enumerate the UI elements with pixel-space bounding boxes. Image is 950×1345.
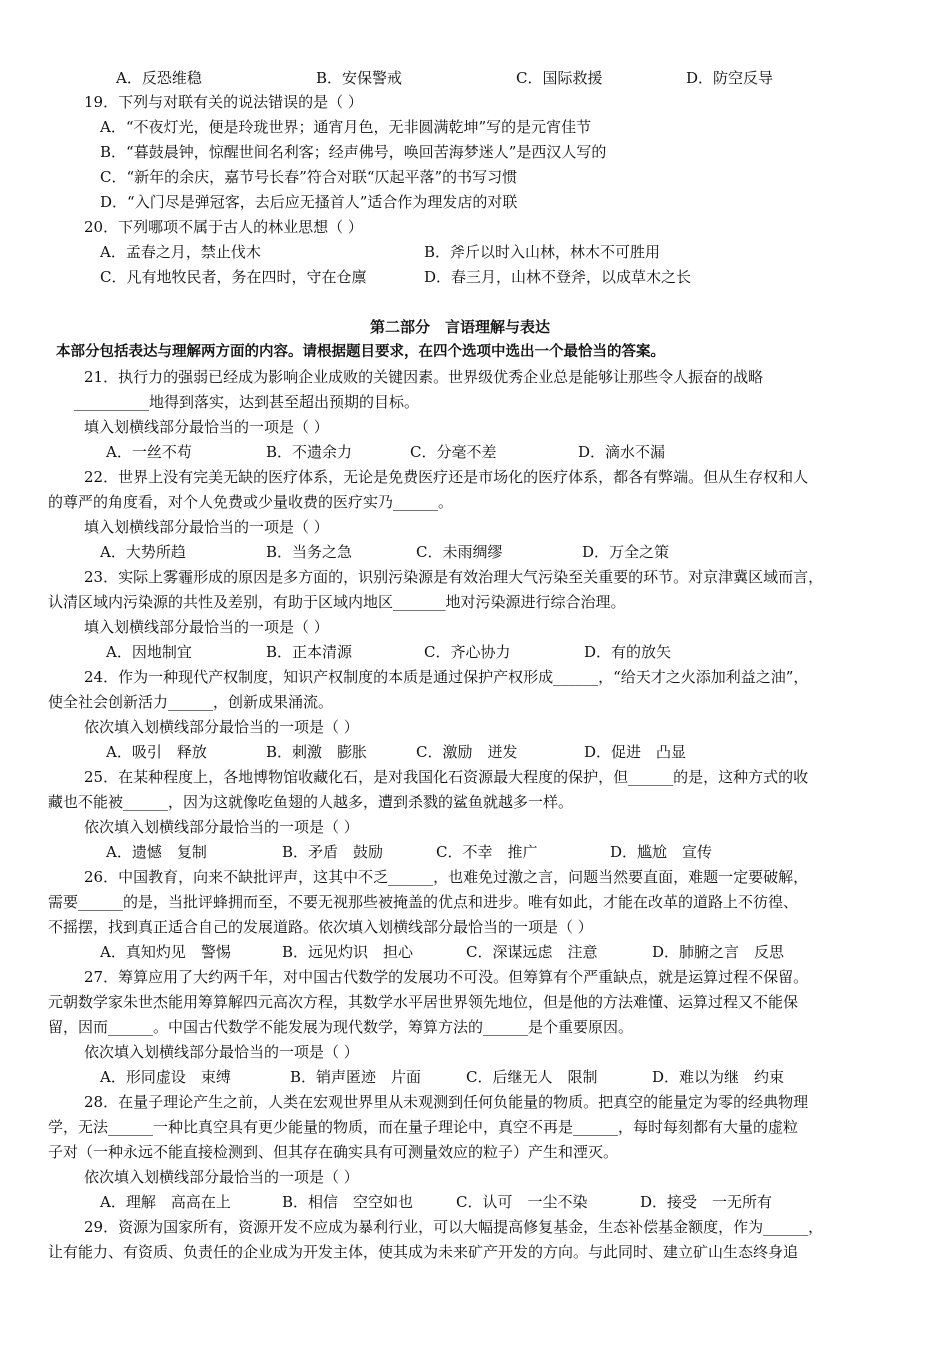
q24-option-d: D．促进 凸显: [584, 743, 687, 761]
q25-option-d: D．尴尬 宣传: [610, 843, 713, 861]
q20-stem: 20．下列哪项不属于古人的林业思想（ ）: [84, 218, 363, 236]
q26-option-c: C．深谋远虑 注意: [466, 943, 598, 961]
q25-option-a: A．遗憾 复制: [106, 843, 207, 861]
q28-option-b: B．相信 空空如也: [282, 1193, 414, 1211]
q23-stem-line1: 23．实际上雾霾形成的原因是多方面的，识别污染源是有效治理大气污染至关重要的环节。对京津冀区域而言，: [84, 568, 824, 586]
q25-stem-line2: 藏也不能被______，因为这就像吃鱼翅的人越多，遭到杀戮的鲨鱼就越多一样。: [48, 793, 574, 811]
q28-option-c: C．认可 一尘不染: [456, 1193, 588, 1211]
q22-stem-line2: 的尊严的角度看，对个人免费或少量收费的医疗实乃______。: [48, 493, 454, 511]
q23-option-d: D．有的放矢: [584, 643, 672, 661]
q28-prompt: 依次填入划横线部分最恰当的一项是（ ）: [84, 1168, 359, 1186]
q22-option-d: D．万全之策: [582, 543, 670, 561]
q21-option-d: D．滴水不漏: [578, 443, 666, 461]
q24-stem-line1: 24．作为一种现代产权制度，知识产权制度的本质是通过保护产权形成______，“给天才之火添加利益之油”，: [84, 668, 809, 686]
q26-option-a: A．真知灼见 警惕: [100, 943, 231, 961]
q18-option-b: B．安保警戒: [316, 69, 403, 87]
q26-stem-line1: 26．中国教育，向来不缺批评声，这其中不乏______，也难免过激之言，问题当然要直面，难题一定要破解，: [84, 868, 809, 886]
q23-prompt: 填入划横线部分最恰当的一项是（ ）: [84, 618, 329, 636]
q24-option-a: A．吸引 释放: [106, 743, 207, 761]
q28-stem-line1: 28．在量子理论产生之前，人类在宏观世界里从未观测到任何负能量的物质。把真空的能量定为零的经典物理: [84, 1093, 809, 1111]
q27-option-d: D．难以为继 约束: [652, 1068, 785, 1086]
q25-option-c: C．不幸 推广: [436, 843, 538, 861]
q19-option-d: D．“入门尽是弹冠客，去后应无搔首人”适合作为理发店的对联: [100, 193, 518, 211]
q26-stem-line2: 需要______的是，当批评蜂拥而至，不要无视那些被掩盖的优点和进步。唯有如此，才能在改革的道路上不彷徨、: [48, 893, 799, 911]
q24-option-c: C．激励 迸发: [416, 743, 518, 761]
q28-stem-line2: 学，无法______一种比真空具有更少能量的物质，而在量子理论中，真空不再是______，每时每刻都有大量的虚粒: [48, 1118, 799, 1136]
q23-option-c: C．齐心协力: [424, 643, 511, 661]
q25-option-b: B．矛盾 鼓励: [282, 843, 384, 861]
section-intro: 本部分包括表达与理解两方面的内容。请根据题目要求，在四个选项中选出一个最恰当的答案。: [56, 343, 665, 360]
q19-stem: 19．下列与对联有关的说法错误的是（ ）: [84, 93, 363, 111]
q25-stem-line1: 25．在某种程度上，各地博物馆收藏化石，是对我国化石资源最大程度的保护，但______的是，这种方式的收: [84, 768, 809, 786]
q20-option-b: B．斧斤以时入山林，林木不可胜用: [424, 243, 661, 261]
q28-option-a: A．理解 高高在上: [100, 1193, 231, 1211]
q27-prompt: 依次填入划横线部分最恰当的一项是（ ）: [84, 1043, 359, 1061]
q25-prompt: 依次填入划横线部分最恰当的一项是（ ）: [84, 818, 359, 836]
q18-option-d: D．防空反导: [686, 69, 774, 87]
q23-stem-line2: 认清区域内污染源的共性及差别，有助于区域内地区_______地对污染源进行综合治理。: [48, 593, 626, 611]
q21-option-b: B．不遗余力: [266, 443, 353, 461]
q29-stem-line1: 29．资源为国家所有，资源开发不应成为暴利行业，可以大幅提高修复基金，生态补偿基金额度，作为______，: [84, 1218, 824, 1236]
q27-option-a: A．形同虚设 束缚: [100, 1068, 231, 1086]
q26-option-b: B．远见灼识 担心: [282, 943, 414, 961]
q19-option-c: C．“新年的余庆，嘉节号长春”符合对联“仄起平落”的书写习惯: [100, 168, 518, 186]
q20-option-c: C．凡有地牧民者，务在四时，守在仓廪: [100, 268, 367, 286]
q22-option-a: A．大势所趋: [100, 543, 186, 561]
q20-option-d: D．春三月，山林不登斧，以成草木之长: [424, 268, 692, 286]
q24-option-b: B．刺激 膨胀: [266, 743, 368, 761]
q19-option-b: B．“暮鼓晨钟，惊醒世间名利客；经声佛号，唤回苦海梦迷人”是西汉人写的: [100, 143, 607, 161]
q22-stem-line1: 22．世界上没有完美无缺的医疗体系，无论是免费医疗还是市场化的医疗体系，都各有弊端。但从生存权和人: [84, 468, 809, 486]
q18-option-c: C．国际救援: [516, 69, 603, 87]
q22-option-c: C．未雨绸缪: [416, 543, 503, 561]
section-title: 第二部分 言语理解与表达: [370, 318, 551, 336]
q28-option-d: D．接受 一无所有: [640, 1193, 773, 1211]
q18-option-a: A．反恐维稳: [116, 69, 202, 87]
q27-stem-line3: 留，因而______。中国古代数学不能发展为现代数学，筹算方法的______是个重要原因。: [48, 1018, 634, 1036]
q21-option-a: A．一丝不苟: [106, 443, 192, 461]
q23-option-a: A．因地制宜: [106, 643, 192, 661]
q21-stem-line2: __________地得到落实，达到甚至超出预期的目标。: [74, 393, 420, 411]
q22-prompt: 填入划横线部分最恰当的一项是（ ）: [84, 518, 329, 536]
q26-stem-line3: 不摇摆，找到真正适合自己的发展道路。依次填入划横线部分最恰当的一项是（ ）: [48, 918, 593, 936]
q23-option-b: B．正本清源: [266, 643, 353, 661]
q26-option-d: D．肺腑之言 反思: [652, 943, 785, 961]
q27-stem-line2: 元朝数学家朱世杰能用筹算解四元高次方程，其数学水平居世界领先地位，但是他的方法难懂、运算过程又不能保: [48, 993, 799, 1011]
q24-prompt: 依次填入划横线部分最恰当的一项是（ ）: [84, 718, 359, 736]
q21-prompt: 填入划横线部分最恰当的一项是（ ）: [84, 418, 329, 436]
q21-option-c: C．分毫不差: [410, 443, 497, 461]
q19-option-a: A．“不夜灯光，便是玲珑世界；通宵月色，无非圆满乾坤”写的是元宵佳节: [100, 118, 592, 136]
q22-option-b: B．当务之急: [266, 543, 353, 561]
q24-stem-line2: 使全社会创新活力______，创新成果涌流。: [48, 693, 334, 711]
q29-stem-line2: 让有能力、有资质、负责任的企业成为开发主体，使其成为未来矿产开发的方向。与此同时、建立矿山生态终身追: [48, 1243, 799, 1261]
q27-option-c: C．后继无人 限制: [466, 1068, 598, 1086]
q27-option-b: B．销声匿迹 片面: [290, 1068, 422, 1086]
q27-stem-line1: 27．筹算应用了大约两千年，对中国古代数学的发展功不可没。但筹算有个严重缺点，就是运算过程不保留。: [84, 968, 809, 986]
q21-stem-line1: 21．执行力的强弱已经成为影响企业成败的关键因素。世界级优秀企业总是能够让那些令人振奋的战略: [84, 368, 764, 386]
q28-stem-line3: 子对（一种永远不能直接检测到、但其存在确实具有可测量效应的粒子）产生和湮灭。: [48, 1143, 619, 1161]
q20-option-a: A．孟春之月，禁止伐木: [100, 243, 261, 261]
